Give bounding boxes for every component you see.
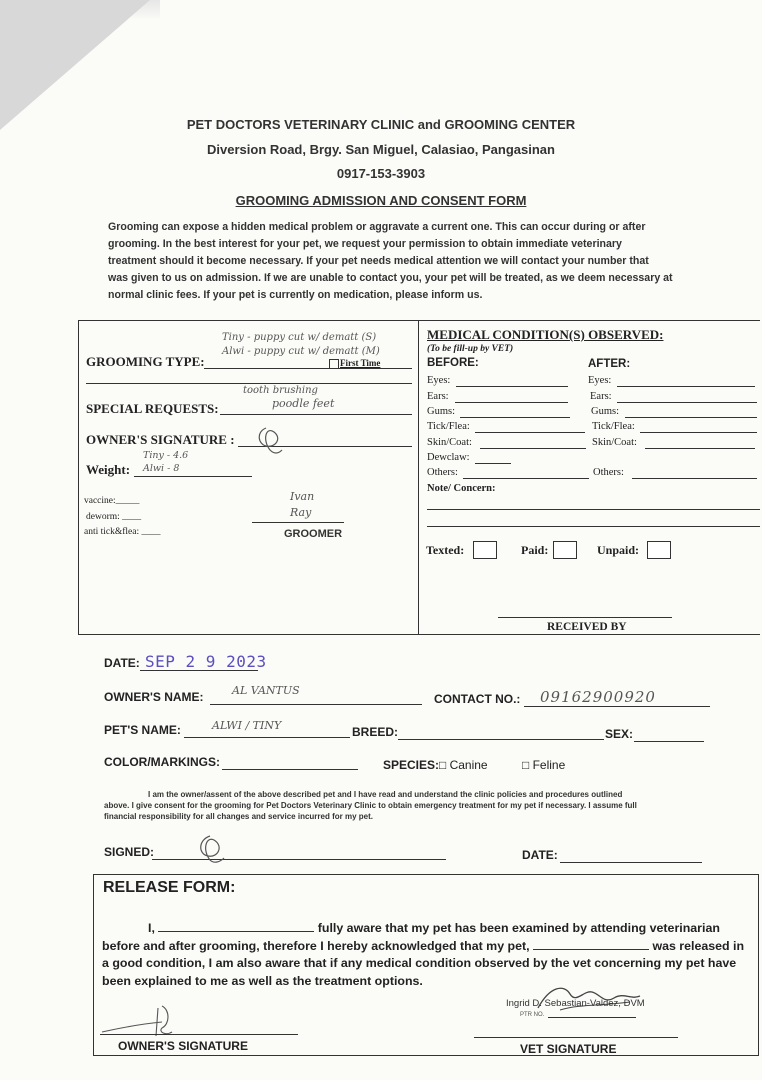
- paid-checkbox[interactable]: [553, 541, 577, 559]
- special-hand-2: poodle feet: [272, 397, 335, 410]
- grooming-type-hand-2: Alwi - puppy cut w/ dematt (M): [222, 346, 380, 357]
- release-text: before and after grooming, therefore I hereby acknowledged that my pet,: [102, 938, 533, 953]
- clinic-name: PET DOCTORS VETERINARY CLINIC and GROOMING CENTER: [186, 117, 576, 132]
- after-others: Others:: [593, 467, 624, 478]
- after-ears: Ears:: [590, 391, 612, 402]
- canine-option[interactable]: □ Canine: [439, 758, 488, 772]
- release-name-field[interactable]: [158, 920, 314, 932]
- release-text: fully aware that my pet has been examined by attending veterinarian: [314, 921, 720, 935]
- owner-signature-label: OWNER'S SIGNATURE :: [86, 432, 235, 447]
- grooming-type-label: GROOMING TYPE:: [86, 354, 205, 369]
- owner-name-label: OWNER'S NAME:: [104, 690, 204, 704]
- before-eyes: Eyes:: [427, 375, 451, 386]
- received-by-label: RECEIVED BY: [547, 621, 627, 633]
- release-title: RELEASE FORM:: [103, 879, 236, 896]
- date2-label: DATE:: [522, 848, 558, 862]
- medical-subtitle: (To be fill-up by VET): [427, 344, 514, 354]
- signed-signature-scribble: [190, 832, 234, 866]
- consent-line: financial responsibility for all changes and service incurred for my pet.: [104, 812, 373, 821]
- before-skincoat: Skin/Coat:: [427, 437, 472, 448]
- sex-label: SEX:: [605, 727, 634, 741]
- consent-line: above. I give consent for the grooming for Pet Doctors Veterinary Clinic to obtain emergency treatment for my pet if necessary. I assume full: [104, 801, 637, 810]
- before-heading: BEFORE:: [427, 357, 479, 369]
- texted-label: Texted:: [426, 543, 465, 557]
- intro-line: Grooming can expose a hidden medical problem or aggravate a current one. This can occur during or after: [108, 221, 646, 233]
- feline-option[interactable]: □ Feline: [522, 758, 566, 772]
- after-skincoat: Skin/Coat:: [592, 437, 637, 448]
- contact-value: 09162900920: [540, 688, 656, 706]
- unpaid-label: Unpaid:: [597, 543, 640, 557]
- first-time-checkbox[interactable]: [329, 359, 339, 369]
- consent-paragraph: [104, 789, 740, 822]
- owner-signature-scribble: [252, 424, 288, 456]
- before-ears: Ears:: [427, 391, 449, 402]
- release-paragraph: [102, 920, 752, 990]
- vaccine-field: vaccine:_____: [84, 496, 140, 506]
- after-gums: Gums:: [591, 406, 620, 417]
- date-label: DATE:: [104, 656, 140, 670]
- after-heading: AFTER:: [588, 358, 631, 370]
- release-pet-field[interactable]: [533, 938, 649, 950]
- release-text: I,: [148, 921, 159, 935]
- weight-hand-2: Alwi - 8: [143, 463, 180, 474]
- groomer-label: GROOMER: [284, 528, 343, 540]
- date-stamp: SEP 2 9 2023: [145, 652, 267, 671]
- weight-label: Weight:: [86, 462, 131, 477]
- intro-line: normal clinic fees. If your pet is currently on medication, please inform us.: [108, 289, 483, 301]
- release-text: a good condition, I am also aware that if any medical condition observed by the vet concerning my pet have: [102, 956, 737, 970]
- species-label: SPECIES:: [383, 758, 440, 772]
- groomer-hand-1: Ivan: [290, 490, 315, 503]
- first-time-label: First Time: [340, 358, 381, 368]
- vet-signature-label: VET SIGNATURE: [520, 1042, 617, 1056]
- deworm-field: deworm: ____: [86, 512, 142, 522]
- after-tickflea: Tick/Flea:: [592, 421, 635, 432]
- paid-label: Paid:: [521, 543, 549, 557]
- medical-title: MEDICAL CONDITION(S) OBSERVED:: [427, 327, 664, 342]
- clinic-address: Diversion Road, Brgy. San Miguel, Calasiao, Pangasinan: [207, 142, 555, 157]
- before-tickflea: Tick/Flea:: [427, 421, 470, 432]
- release-text: been explained to me as well as the treatment options.: [102, 973, 423, 988]
- form-title: GROOMING ADMISSION AND CONSENT FORM: [235, 193, 527, 208]
- note-concern-label: Note/ Concern:: [427, 483, 496, 494]
- special-hand-1: tooth brushing: [243, 385, 318, 396]
- dewclaw-field: Dewclaw:: [427, 452, 470, 463]
- after-eyes: Eyes:: [588, 375, 612, 386]
- owner-signature-release-label: OWNER'S SIGNATURE: [118, 1039, 248, 1053]
- intro-line: treatment should it become necessary. If your pet needs medical attention we will contact your number that: [108, 255, 649, 267]
- vet-prc: PTR NO.: [520, 1012, 545, 1018]
- pet-name-value: ALWI / TINY: [212, 719, 282, 732]
- antitick-field: anti tick&flea: ____: [84, 527, 161, 537]
- unpaid-checkbox[interactable]: [647, 541, 671, 559]
- release-text: was released in: [649, 938, 745, 953]
- weight-hand-1: Tiny - 4.6: [143, 450, 189, 461]
- vet-name: Ingrid D. Sebastian-Valdez, DVM: [506, 998, 645, 1009]
- consent-line: I am the owner/assent of the above described pet and I have read and understand the clinic policies and procedures outlined: [148, 790, 623, 799]
- before-gums: Gums:: [427, 406, 456, 417]
- texted-checkbox[interactable]: [473, 541, 497, 559]
- intro-line: was given to us on admission. If we are unable to contact you, your pet will be treated, as we deem necessary at: [108, 272, 673, 284]
- clinic-phone: 0917-153-3903: [336, 166, 426, 181]
- groomer-hand-2: Ray: [290, 506, 312, 519]
- breed-label: BREED:: [352, 725, 399, 739]
- owner-name-value: AL VANTUS: [232, 684, 300, 697]
- contact-label: CONTACT NO.:: [434, 692, 521, 706]
- signed-label: SIGNED:: [104, 845, 155, 859]
- color-markings-label: COLOR/MARKINGS:: [104, 755, 220, 769]
- pet-name-label: PET'S NAME:: [104, 723, 181, 737]
- intro-paragraph: [108, 219, 714, 304]
- grooming-type-hand-1: Tiny - puppy cut w/ dematt (S): [222, 332, 377, 343]
- before-others: Others:: [427, 467, 458, 478]
- owner-release-signature-scribble: [100, 1002, 210, 1042]
- special-requests-label: SPECIAL REQUESTS:: [86, 401, 219, 416]
- intro-line: grooming. In the best interest for your pet, we request your permission to obtain immediate veterinary: [108, 238, 622, 250]
